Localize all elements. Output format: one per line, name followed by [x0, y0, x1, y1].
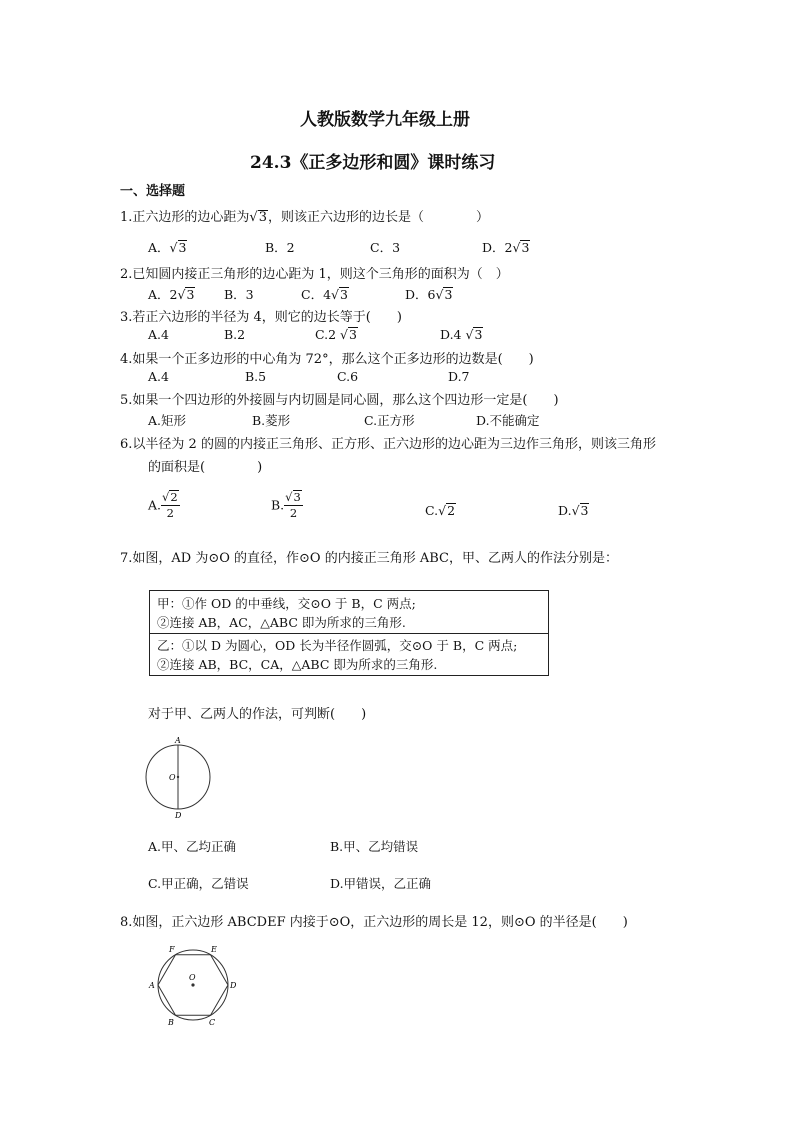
q6-d-label: D. [558, 503, 572, 518]
q5-option-a: A.矩形 [148, 413, 187, 428]
q6-a-fraction: $\frac{√2}{2}$ [162, 490, 178, 520]
q7-label-a: A [175, 736, 181, 745]
q8-label-d: D [230, 981, 237, 990]
q2-d-root: 3 [444, 287, 453, 302]
q8-label-b: B [168, 1018, 174, 1027]
q6-a-den: 2 [166, 506, 174, 520]
q5-option-b: B.菱形 [252, 413, 291, 428]
q8-label-c: C [209, 1018, 216, 1027]
q4-option-b: B.5 [245, 369, 267, 384]
q6-a-num: 2 [170, 490, 178, 504]
q1-a-label: A． [148, 240, 170, 255]
q2-a-root: 3 [186, 287, 195, 302]
q8-label-f: F [169, 945, 175, 954]
q2-c-label: C．4 [301, 287, 332, 302]
q8-center-dot [191, 983, 194, 986]
q7-label-d: D [175, 811, 182, 820]
q1-d-root: 3 [521, 240, 530, 255]
q4-option-d: D.7 [448, 369, 470, 384]
title-line-2: 24.3《正多边形和圆》课时练习 [250, 153, 496, 173]
q6-stem-line-2: 的面积是( ) [148, 460, 263, 475]
q8-label-a: A [149, 981, 155, 990]
q3-c-root: 3 [349, 327, 357, 342]
q6-d-root: 3 [580, 503, 589, 518]
q1-option-a: A．√3 [148, 240, 187, 255]
q7-judge: 对于甲、乙两人的作法，可判断( ) [148, 707, 367, 722]
q6-stem-line-1: 6.以半径为 2 的圆的内接正三角形、正方形、正六边形的边心距为三边作三角形，则该三角形 [120, 437, 656, 452]
q6-b-fraction: $\frac{√3}{2}$ [285, 490, 301, 520]
q6-b-den: 2 [289, 506, 298, 520]
q7-method-box [149, 590, 549, 676]
q2-d-label: D．6 [405, 287, 436, 302]
q7-circle-figure [140, 735, 220, 820]
q8-label-o: O [189, 973, 196, 982]
q1-option-b: B．2 [265, 240, 295, 255]
q7-option-d: D.甲错误，乙正确 [330, 876, 432, 891]
q6-option-c: C.√2 [425, 503, 456, 518]
q7-jia-step-2: ②连接 AB，AC，△ABC 即为所求的三角形. [157, 615, 406, 630]
q7-stem: 7.如图，AD 为⊙O 的直径，作⊙O 的内接正三角形 ABC，甲、乙两人的作法分别是： [120, 551, 618, 566]
q2-option-c: C．4√3 [301, 287, 348, 302]
q3-option-c: C.2 √3 [315, 327, 357, 342]
q8-stem: 8.如图，正六边形 ABCDEF 内接于⊙O，正六边形的周长是 12，则⊙O 的半径是( ) [120, 915, 628, 930]
q6-c-label: C. [425, 503, 439, 518]
q7-yi-step-1: 乙：①以 D 为圆心，OD 长为半径作圆弧，交⊙O 于 B，C 两点; [157, 638, 518, 653]
q1-option-d: D．2√3 [482, 240, 530, 255]
q3-stem: 3.若正六边形的半径为 4，则它的边长等于( ) [120, 310, 402, 325]
q2-option-d: D．6√3 [405, 287, 453, 302]
q6-a-label: A. [148, 497, 162, 513]
q6-b-label: B. [271, 497, 285, 513]
q3-option-b: B.2 [224, 327, 246, 342]
q2-stem: 2.已知圆内接正三角形的边心距为 1，则这个三角形的面积为（ ） [120, 267, 509, 282]
q1-stem-text: 1.正六边形的边心距为 [120, 210, 250, 225]
q7-option-c: C.甲正确，乙错误 [148, 876, 249, 891]
q1-a-root: 3 [178, 240, 187, 255]
q6-option-b [271, 490, 303, 520]
q8-label-e: E [211, 945, 217, 954]
q5-option-c: C.正方形 [364, 413, 415, 428]
q2-option-b: B．3 [224, 287, 254, 302]
q6-b-num: 3 [293, 490, 301, 504]
q3-c-label: C.2 [315, 327, 337, 342]
q2-option-a: A．2√3 [148, 287, 195, 302]
q2-c-root: 3 [340, 287, 348, 302]
q5-stem: 5.如果一个四边形的外接圆与内切圆是同心圆，那么这个四边形一定是( ) [120, 393, 559, 408]
q7-center-dot [177, 776, 179, 778]
q5-option-d: D.不能确定 [476, 413, 540, 428]
q1-stem-text-2: ，则该正六边形的边长是（ ） [267, 210, 489, 225]
q7-jia-step-1: 甲：①作 OD 的中垂线，交⊙O 于 B，C 两点; [157, 596, 416, 611]
q7-label-o: O [169, 773, 176, 782]
q6-option-a [148, 490, 180, 520]
q4-option-a: A.4 [148, 369, 169, 384]
q3-option-a: A.4 [148, 327, 169, 342]
section-heading: 一、选择题 [120, 184, 186, 199]
title-line-1: 人教版数学九年级上册 [300, 110, 470, 130]
q4-option-c: C.6 [337, 369, 359, 384]
q3-d-root: 3 [474, 327, 483, 342]
q1-stem-root: 3 [258, 210, 267, 225]
q6-option-d: D.√3 [558, 503, 589, 518]
q1-stem: 1.正六边形的边心距为√3，则该正六边形的边长是（ ） [120, 210, 489, 225]
q7-option-b: B.甲、乙均错误 [330, 839, 419, 854]
q1-d-label: D．2 [482, 240, 513, 255]
q4-stem: 4.如果一个正多边形的中心角为 72°，那么这个正多边形的边数是( ) [120, 352, 534, 367]
q8-hexagon-figure [143, 940, 243, 1030]
q7-box-divider [150, 633, 548, 634]
q7-yi-step-2: ②连接 AB，BC，CA，△ABC 即为所求的三角形. [157, 657, 438, 672]
q3-d-label: D.4 [440, 327, 462, 342]
q1-option-c: C．3 [370, 240, 401, 255]
q6-c-root: 2 [447, 503, 456, 518]
q2-a-label: A．2 [148, 287, 178, 302]
q3-option-d: D.4 √3 [440, 327, 483, 342]
q7-option-a: A.甲、乙均正确 [148, 839, 237, 854]
